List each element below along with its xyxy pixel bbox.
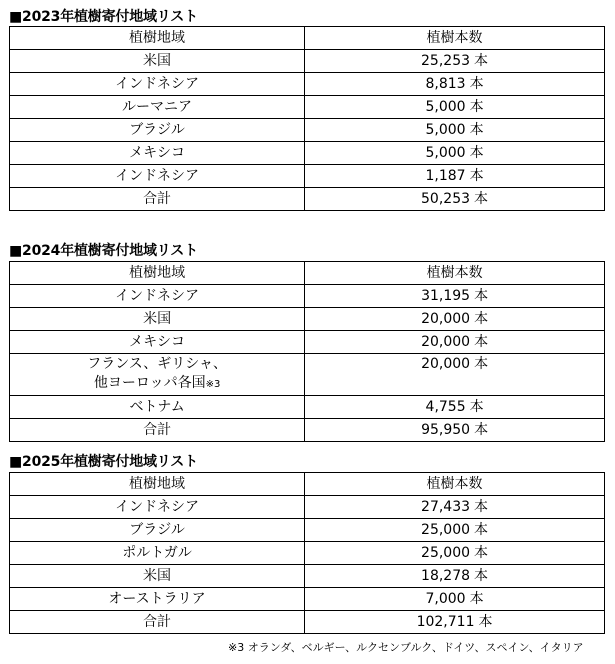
- count-unit: 本: [469, 591, 484, 607]
- count-value: 1,187: [425, 168, 466, 184]
- count-value: 4,755: [425, 399, 466, 415]
- count-cell: [305, 308, 605, 331]
- region-cell: 米国: [10, 308, 305, 331]
- count-cell: [305, 565, 605, 588]
- count-value: 5,000: [425, 99, 466, 115]
- count-unit: 本: [474, 422, 489, 438]
- count-cell: [305, 96, 605, 119]
- table-row: [10, 519, 605, 542]
- count-unit: 本: [474, 191, 489, 207]
- count-value: 27,433: [421, 499, 471, 515]
- total-count-cell: [305, 611, 605, 634]
- count-cell: [305, 142, 605, 165]
- count-unit: 本: [474, 53, 489, 69]
- total-label: 合計: [10, 611, 305, 634]
- header-count: 植樹本数: [305, 27, 605, 50]
- region-cell: オーストラリア: [10, 588, 305, 611]
- count-value: 5,000: [425, 145, 466, 161]
- total-count-value: 95,950: [421, 422, 471, 438]
- total-count-value: 50,253: [421, 191, 471, 207]
- region-cell: インドネシア: [10, 165, 305, 188]
- count-unit: 本: [469, 145, 484, 161]
- count-cell: [305, 496, 605, 519]
- table-2025: [9, 472, 605, 634]
- count-value: 25,000: [421, 545, 471, 561]
- region-line-1: フランス、ギリシャ、: [87, 356, 227, 372]
- table-row: [10, 119, 605, 142]
- section-title-2023: ■2023年植樹寄付地域リスト: [9, 9, 198, 25]
- region-cell: メキシコ: [10, 331, 305, 354]
- count-unit: 本: [474, 545, 489, 561]
- total-row: [10, 188, 605, 211]
- total-count-value: 102,711: [416, 614, 475, 630]
- count-unit: 本: [474, 568, 489, 584]
- count-cell: [305, 588, 605, 611]
- table-row: [10, 285, 605, 308]
- table-header-row: [10, 262, 605, 285]
- count-value: 8,813: [425, 76, 466, 92]
- header-region: 植樹地域: [10, 27, 305, 50]
- table-row: [10, 588, 605, 611]
- region-cell: 米国: [10, 565, 305, 588]
- region-line-2: [10, 374, 304, 394]
- count-value: 31,195: [421, 288, 471, 304]
- note-mark: ※3: [205, 379, 221, 390]
- table-row: [10, 542, 605, 565]
- count-unit: 本: [469, 168, 484, 184]
- region-cell: メキシコ: [10, 142, 305, 165]
- table-row: [10, 496, 605, 519]
- header-region: 植樹地域: [10, 262, 305, 285]
- region-cell: ブラジル: [10, 519, 305, 542]
- count-value: 20,000: [421, 334, 471, 350]
- count-value: 25,253: [421, 53, 471, 69]
- total-row: [10, 611, 605, 634]
- section-title-2024: ■2024年植樹寄付地域リスト: [9, 243, 198, 259]
- table-row: [10, 308, 605, 331]
- region-cell: ポルトガル: [10, 542, 305, 565]
- count-unit: 本: [474, 356, 489, 372]
- table-row: [10, 396, 605, 419]
- count-cell: [305, 519, 605, 542]
- region-cell: ベトナム: [10, 396, 305, 419]
- count-cell: [305, 331, 605, 354]
- total-count-cell: [305, 188, 605, 211]
- table-row: [10, 142, 605, 165]
- total-label: 合計: [10, 419, 305, 442]
- count-cell: [305, 396, 605, 419]
- region-cell: インドネシア: [10, 496, 305, 519]
- region-cell: [10, 354, 305, 396]
- count-unit: 本: [469, 76, 484, 92]
- region-cell: インドネシア: [10, 285, 305, 308]
- count-unit: 本: [474, 499, 489, 515]
- count-unit: 本: [474, 288, 489, 304]
- count-value: 5,000: [425, 122, 466, 138]
- total-count-cell: [305, 419, 605, 442]
- header-region: 植樹地域: [10, 473, 305, 496]
- count-cell: [305, 354, 605, 396]
- count-value: 7,000: [425, 591, 466, 607]
- table-row: [10, 331, 605, 354]
- count-unit: 本: [478, 614, 493, 630]
- total-label: 合計: [10, 188, 305, 211]
- count-cell: [305, 119, 605, 142]
- region-cell: ブラジル: [10, 119, 305, 142]
- table-row: [10, 565, 605, 588]
- count-cell: [305, 542, 605, 565]
- header-count: 植樹本数: [305, 473, 605, 496]
- footnote: ※3 オランダ、ベルギー、ルクセンブルク、ドイツ、スペイン、イタリア: [228, 641, 584, 654]
- table-row: [10, 96, 605, 119]
- count-value: 25,000: [421, 522, 471, 538]
- total-row: [10, 419, 605, 442]
- region-cell: インドネシア: [10, 73, 305, 96]
- region-line-2-text: 他ヨーロッパ各国: [93, 375, 206, 391]
- table-row: [10, 165, 605, 188]
- count-unit: 本: [474, 311, 489, 327]
- table-2024: [9, 261, 605, 442]
- table-header-row: [10, 27, 605, 50]
- count-value: 18,278: [421, 568, 471, 584]
- count-unit: 本: [474, 522, 489, 538]
- count-cell: [305, 73, 605, 96]
- table-2023: [9, 26, 605, 211]
- count-unit: 本: [469, 99, 484, 115]
- table-row: [10, 354, 605, 396]
- count-unit: 本: [469, 399, 484, 415]
- count-unit: 本: [469, 122, 484, 138]
- table-row: [10, 73, 605, 96]
- count-cell: [305, 50, 605, 73]
- header-count: 植樹本数: [305, 262, 605, 285]
- count-unit: 本: [474, 334, 489, 350]
- table-row: [10, 50, 605, 73]
- section-title-2025: ■2025年植樹寄付地域リスト: [9, 454, 198, 470]
- table-header-row: [10, 473, 605, 496]
- region-cell: ルーマニア: [10, 96, 305, 119]
- count-cell: [305, 285, 605, 308]
- region-cell: 米国: [10, 50, 305, 73]
- count-value: 20,000: [421, 356, 471, 372]
- count-cell: [305, 165, 605, 188]
- count-value: 20,000: [421, 311, 471, 327]
